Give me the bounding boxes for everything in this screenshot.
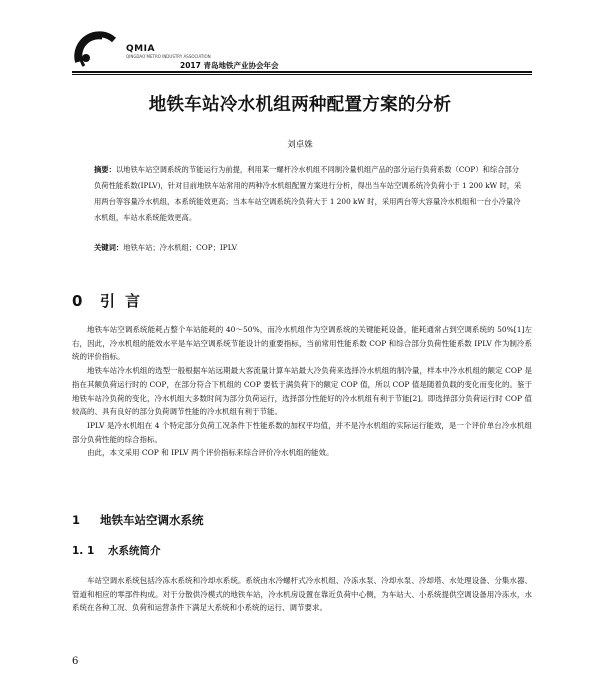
paragraph: 车站空调水系统包括冷冻水系统和冷却水系统。系统由水冷螺杆式冷水机组、冷冻水泵、冷却水泵、冷却塔、水处理设备、分集水器、管道和相应的零部件构成。对于分散供冷模式的地铁车站，冷水机房设置在靠近负荷中心侧，为车站大、小系统提供空调设备用冷冻水，水系统在各种工况、负荷和运营条件下满足大系统和小系统的运行、调节要求。 (72, 576, 532, 613)
header-rule (72, 71, 532, 73)
journal-name: 2017 青岛地铁产业协会年会 (180, 61, 279, 70)
subsection-number: 1. 1 (72, 545, 95, 557)
keywords-label: 关键词： (94, 243, 124, 252)
section-number: 0 (72, 292, 83, 310)
keywords-text: 地铁车站；冷水机组；COP；IPLV (123, 243, 237, 252)
header-rule-thin (72, 74, 532, 75)
qmia-logo-icon (72, 28, 120, 72)
paper-title: 地铁车站冷水机组两种配置方案的分析 (148, 95, 452, 115)
paragraph: 地铁车站冷水机组的选型一般根据车站远期最大客流量计算车站最大冷负荷来选择冷水机组的制冷量，样本中冷水机组的额定 COP 是指在其额负荷运行时的 COP，在部分符合下机组的 COP 要低于满负荷下的额定 COP 值，所以 COP 值是随着负载的变化而变化的。鉴于地铁车站冷负荷的变化，冷水机组大多数时间为部分负荷运行，选择部分性能好的冷水机组有利于节能[2]。即选择部分负荷运行时 COP 值较高的、具有良好的部分负荷调节性能的冷水机组有利于节能。 (72, 366, 532, 417)
subsection-title: 水系统简介 (108, 545, 161, 557)
keywords (94, 242, 522, 254)
section-heading-intro (72, 290, 150, 311)
section-title: 地铁车站空调水系统 (100, 513, 204, 527)
abstract (94, 162, 522, 226)
logo-subtext: QINGDAO METRO INDUSTRY ASSOCIATION (126, 54, 211, 59)
abstract-label: 摘要： (94, 165, 116, 174)
section-number: 1 (72, 513, 81, 527)
section-heading-1 (72, 512, 204, 528)
subsection-body (72, 574, 532, 615)
author: 刘卓姝 (287, 140, 313, 150)
abstract-text: 以地铁车站空调系统的节能运行为前提，利用某一螺杆冷水机组不同制冷量机组产品的部分运行负荷系数（COP）和综合部分负荷性能系数(IPLV)，针对目前地铁车站常用的两种冷水机组配置方案进行分析，得出当车站空调系统冷负荷小于 1 200 kW 时，采用两台等容量冷水机组，本系统能效更高；当本车站空调系统冷负荷大于 1 200 kW 时，采用两台等大容量冷水机组和一台小冷量冷水机组，车站水系统能效更高。 (94, 165, 522, 222)
paragraph: 由此，本文采用 COP 和 IPLV 两个评价指标来综合评价冷水机组的能效。 (87, 448, 334, 458)
subsection-heading-1-1 (72, 543, 161, 558)
paragraph: IPLV 是冷水机组在 4 个特定部分负荷工况条件下性能系数的加权平均值，并不是冷水机组的实际运行能效，是一个评价单台冷水机组部分负荷性能的综合指标。 (72, 420, 532, 444)
page-number: 6 (72, 656, 79, 667)
paragraph: 地铁车站空调系统能耗占整个车站能耗的 40～50%，而冷水机组作为空调系统的关键能耗设备，能耗通常占到空调系统的 50%[1]左右，因此，冷水机组的能效水平是车站空调系统节能设计的重要指标，当前常用性能系数 COP 和综合部分负荷性能系数 IPLV 作为制冷系统的评价指标。 (72, 325, 532, 362)
intro-body (72, 323, 532, 460)
logo-text: QMIA (126, 44, 155, 54)
section-title: 引言 (100, 292, 151, 310)
